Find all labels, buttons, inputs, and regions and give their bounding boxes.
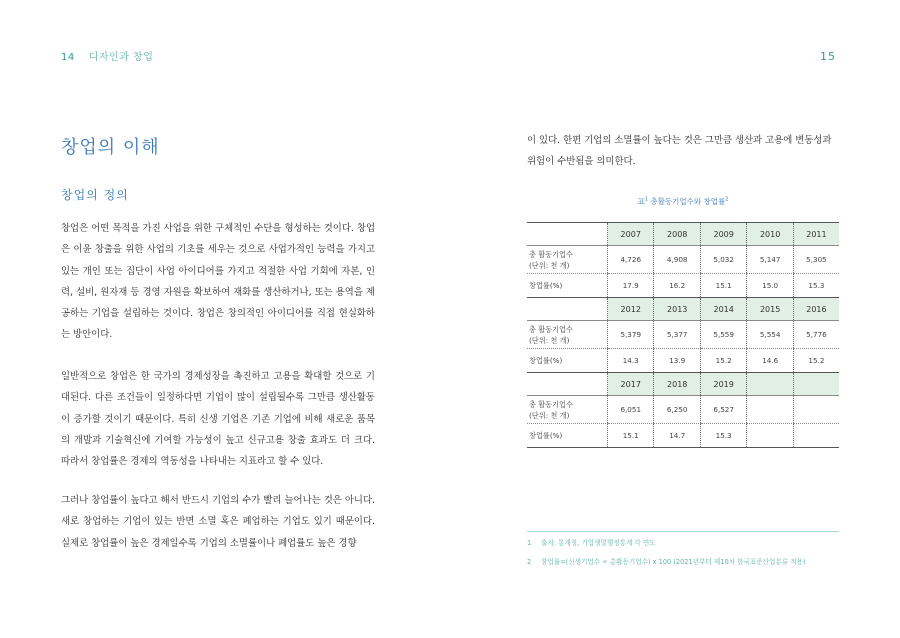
total-cell: 5,032	[700, 246, 746, 274]
row-label-total-name: 총 활동기업수	[529, 399, 573, 409]
total-cell	[747, 396, 793, 424]
total-cell: 6,250	[654, 396, 700, 424]
paragraph-definition: 창업은 어떤 목적을 가진 사업을 위한 구체적인 수단을 형성하는 것이다. 창업은 이윤 창출을 위한 사업의 기초를 세우는 것으로 사업가적인 능력을 가지고 있는 개인 또는 집단이 사업 아이디어를 가지고 적절한 사업 기회에 자본, 인력, 설비, 원자재 등 경영 자원을 확보하여 재화를 생산하거나, 또는 용역을 제공하는 기업을 설립하는 것이다. 창업은 창의적인 아이디어를 직접 현실화하는 방안이다.	[61, 223, 375, 341]
year-cell: 2016	[793, 298, 839, 321]
table-caption-text: 총활동기업수와 창업률	[650, 197, 726, 206]
year-cell	[793, 373, 839, 396]
business-stats-table	[527, 222, 839, 448]
left-page-header	[61, 48, 153, 63]
section-title: 창업의 이해	[61, 137, 160, 158]
total-cell: 5,305	[793, 246, 839, 274]
footnote-divider	[527, 531, 839, 532]
year-cell: 2013	[654, 298, 700, 321]
year-cell	[747, 373, 793, 396]
rate-cell: 15.2	[793, 349, 839, 373]
rate-cell: 15.3	[793, 274, 839, 298]
year-cell: 2011	[793, 223, 839, 246]
total-businesses-row	[527, 396, 839, 424]
total-cell: 6,051	[608, 396, 654, 424]
row-label-total	[527, 396, 608, 424]
row-label-blank	[527, 373, 608, 396]
row-label-total-name: 총 활동기업수	[529, 324, 573, 334]
table-caption	[527, 196, 839, 207]
startup-rate-row	[527, 349, 839, 373]
total-cell: 5,559	[700, 321, 746, 349]
paragraph-continuation: 이 있다. 한편 기업의 소멸률이 높다는 것은 그만큼 생산과 고용에 변동성과 위험이 수반됨을 의미한다.	[527, 135, 832, 168]
left-page-number: 14	[61, 52, 75, 63]
year-cell: 2007	[608, 223, 654, 246]
total-businesses-row	[527, 321, 839, 349]
rate-cell: 14.7	[654, 424, 700, 448]
year-header-row	[527, 223, 839, 246]
row-label-total-unit: (단위: 천 개)	[529, 410, 570, 420]
row-label-rate: 창업률(%)	[527, 274, 608, 298]
row-label-rate: 창업률(%)	[527, 424, 608, 448]
total-cell: 6,527	[700, 396, 746, 424]
total-cell: 4,726	[608, 246, 654, 274]
year-cell: 2018	[654, 373, 700, 396]
paragraph-economic-growth: 일반적으로 창업은 한 국가의 경제성장을 촉진하고 고용을 확대할 것으로 기대된다. 다른 조건들이 일정하다면 기업이 많이 설립될수록 그만큼 생산활동이 증가할 것이기 때문이다. 특히 신생 기업은 기존 기업에 비해 새로운 품목의 개발과 기술혁신에 기여할 가능성이 높고 신규고용 창출 효과도 더 크다. 따라서 창업률은 경제의 역동성을 나타내는 지표라고 할 수 있다.	[61, 371, 375, 468]
year-cell: 2009	[700, 223, 746, 246]
table-caption-prefix: 표	[637, 197, 645, 206]
table-caption-ref: 2	[725, 196, 729, 203]
year-cell: 2010	[747, 223, 793, 246]
footnote-number: 2	[527, 558, 532, 566]
total-cell: 5,377	[654, 321, 700, 349]
rate-cell: 16.2	[654, 274, 700, 298]
rate-cell: 13.9	[654, 349, 700, 373]
rate-cell: 15.3	[700, 424, 746, 448]
row-label-blank	[527, 223, 608, 246]
total-businesses-row	[527, 246, 839, 274]
year-cell: 2014	[700, 298, 746, 321]
startup-rate-row	[527, 424, 839, 448]
year-header-row	[527, 373, 839, 396]
total-cell: 4,908	[654, 246, 700, 274]
chapter-title: 디자인과 창업	[88, 52, 154, 63]
rate-cell: 15.1	[608, 424, 654, 448]
rate-cell: 14.3	[608, 349, 654, 373]
year-header-row	[527, 298, 839, 321]
row-label-blank	[527, 298, 608, 321]
rate-cell: 15.0	[747, 274, 793, 298]
rate-cell	[793, 424, 839, 448]
startup-rate-row	[527, 274, 839, 298]
total-cell	[793, 396, 839, 424]
row-label-rate: 창업률(%)	[527, 349, 608, 373]
year-cell: 2015	[747, 298, 793, 321]
rate-cell: 15.1	[700, 274, 746, 298]
footnote-source	[527, 537, 656, 547]
year-cell: 2019	[700, 373, 746, 396]
total-cell: 5,554	[747, 321, 793, 349]
table-caption-mark: 1	[644, 196, 648, 203]
row-label-total-unit: (단위: 천 개)	[529, 335, 570, 345]
rate-cell: 17.9	[608, 274, 654, 298]
footnote-text: 창업률=(신생기업수 ÷ 총활동기업수) x 100 (2021년부터 제10차 한국표준산업분류 적용)	[541, 558, 806, 566]
footnote-number: 1	[527, 539, 532, 547]
rate-cell	[747, 424, 793, 448]
row-label-total-unit: (단위: 천 개)	[529, 260, 570, 270]
paragraph-startup-rate: 그러나 창업률이 높다고 해서 반드시 기업의 수가 빨리 늘어나는 것은 아니다. 새로 창업하는 기업이 있는 반면 소멸 혹은 폐업하는 기업도 있기 때문이다. 실제로 창업률이 높은 경제일수록 기업의 소멸률이나 폐업률도 높은 경향	[61, 495, 375, 549]
row-label-total	[527, 321, 608, 349]
right-page-number: 15	[820, 50, 836, 63]
footnote-formula	[527, 556, 805, 566]
row-label-total	[527, 246, 608, 274]
total-cell: 5,147	[747, 246, 793, 274]
year-cell: 2017	[608, 373, 654, 396]
rate-cell: 15.2	[700, 349, 746, 373]
total-cell: 5,379	[608, 321, 654, 349]
row-label-total-name: 총 활동기업수	[529, 249, 573, 259]
section-subtitle: 창업의 정의	[61, 188, 129, 202]
total-cell: 5,776	[793, 321, 839, 349]
footnote-text: 출처: 통계청, 기업생멸행정통계 각 연도	[541, 539, 656, 547]
rate-cell: 14.6	[747, 349, 793, 373]
year-cell: 2012	[608, 298, 654, 321]
year-cell: 2008	[654, 223, 700, 246]
